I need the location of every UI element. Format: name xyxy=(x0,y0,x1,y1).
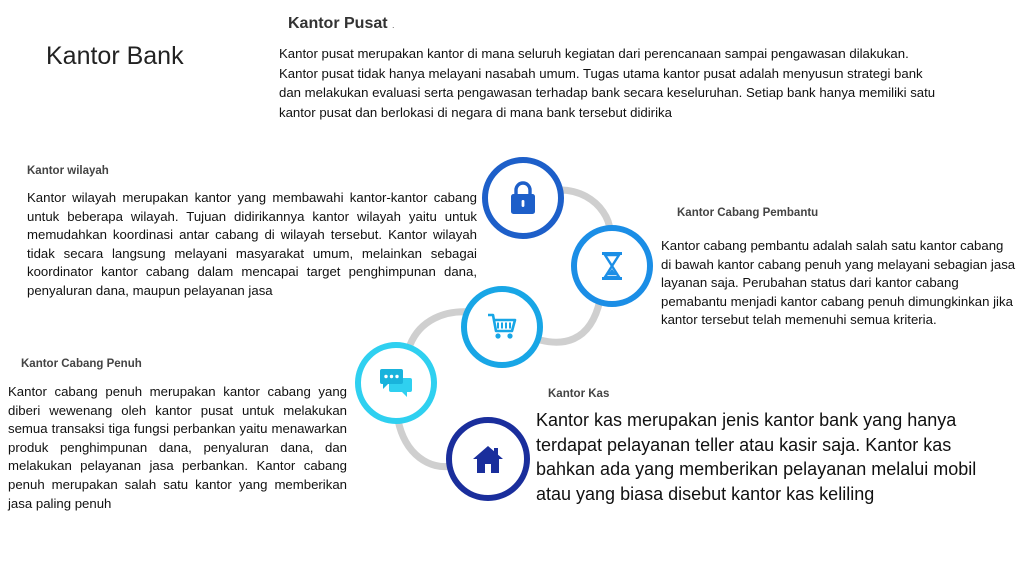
kantor-kas-title: Kantor Kas xyxy=(548,388,610,400)
kantor-pusat-text: Kantor pusat merupakan kantor di mana seluruh kegiatan dari perencanaan sampai pengawasan dilakukan. Kantor pusat tidak hanya melayani nasabah umum. Tugas utama kantor pusat adalah menyusun strategi bank dan melakukan evaluasi serta pengawasan terhadap bank secara keseluruhan. Setiap bank hanya memiliki satu kantor pusat dan berlokasi di negara di mana bank tersebut didirika xyxy=(279,46,936,120)
kantor-pusat-title-text: Kantor Pusat xyxy=(288,15,388,32)
lock-icon xyxy=(510,181,536,215)
slide-title: Kantor Bank xyxy=(46,42,184,70)
kantor-cabang-pembantu-text: Kantor cabang pembantu adalah salah satu kantor cabang di bawah kantor cabang penuh yang melayani sebagian jasa layanan saja. Perubahan status dari kantor cabang pemabantu menjadi kantor cabang penuh dimungkinkan jika kantor tersebut telah memenuhi semua kriteria. xyxy=(661,238,1016,328)
lock-node xyxy=(482,157,564,239)
home-icon xyxy=(472,444,504,474)
connector-arc-4 xyxy=(398,420,452,467)
kantor-wilayah-text: Kantor wilayah merupakan kantor yang membawahi kantor-kantor cabang untuk beberapa wilayah. Tujuan didirikannya kantor wilayah yaitu untuk memudahkan koordinasi antar cabang di wilayah tersebut. Kantor wilayah tidak secara langsung melayani masyarakat umum, melainkan sebagai koordinator kantor cabang dalam mencapai target penghimpunan dana, penyaluran dana, maupun pelayanan jasa xyxy=(27,190,477,298)
chat-bubbles-icon xyxy=(379,368,413,398)
kantor-wilayah-title: Kantor wilayah xyxy=(27,165,109,177)
shopping-cart-icon xyxy=(487,313,517,341)
hourglass-node xyxy=(571,225,653,307)
connector-arc-2 xyxy=(540,300,600,342)
kantor-cabang-penuh-text: Kantor cabang penuh merupakan kantor cabang yang diberi wewenang oleh kantor pusat untuk melakukan semua transaksi tiga fungsi perbankan yaitu menawarkan produk penghimpunan dana, penyaluran dana, dan melakukan pelayanan jasa perbankan. Kantor cabang penuh merupakan salah satu kantor yang memberikan jasa paling penuh xyxy=(8,384,347,511)
title-marker: . xyxy=(392,20,395,30)
kantor-kas-text: Kantor kas merupakan jenis kantor bank yang hanya terdapat pelayanan teller atau kasir saja. Kantor kas bahkan ada yang memberikan pelayanan melalui mobil atau yang biasa disebut kantor kas keliling xyxy=(536,410,977,504)
kantor-cabang-penuh-title: Kantor Cabang Penuh xyxy=(21,358,142,370)
chat-node xyxy=(355,342,437,424)
hourglass-icon xyxy=(601,251,623,281)
home-node xyxy=(446,417,530,501)
kantor-cabang-pembantu-title: Kantor Cabang Pembantu xyxy=(677,207,819,219)
